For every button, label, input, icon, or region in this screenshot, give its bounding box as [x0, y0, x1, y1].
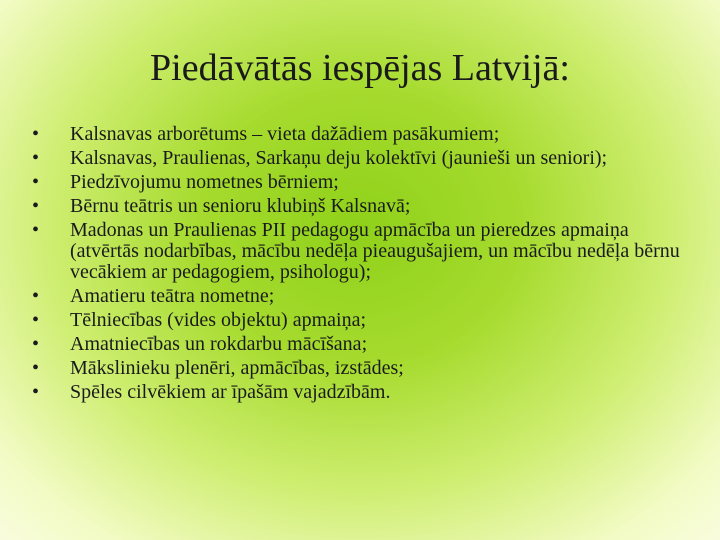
bullet-icon: •: [32, 123, 40, 145]
list-item-text: Amatniecības un rokdarbu mācīšana;: [70, 333, 368, 355]
bullet-icon: •: [32, 357, 40, 379]
list-item-text: Madonas un Praulienas PII pedagogu apmācība un pieredzes apmaiņa (atvērtās nodarbības, mācību nedēļa pieaugušajiem, un mācību nedēļa bērnu vecākiem ar pedagogiem, psihologu);: [70, 219, 680, 283]
bullet-icon: •: [32, 333, 40, 355]
bullet-icon: •: [32, 285, 40, 307]
list-item: [32, 334, 692, 355]
list-item: [32, 172, 692, 193]
list-item-text: Kalsnavas arborētums – vieta dažādiem pasākumiem;: [70, 123, 500, 145]
bullet-icon: •: [32, 381, 40, 403]
list-item-text: Tēlniecības (vides objektu) apmaiņa;: [70, 309, 367, 331]
bullet-icon: •: [32, 147, 40, 169]
list-item-text: Piedzīvojumu nometnes bērniem;: [70, 171, 339, 193]
list-item-text: Bērnu teātris un senioru klubiņš Kalsnavā;: [70, 195, 411, 217]
bullet-list: [32, 124, 692, 406]
list-item: [32, 196, 692, 217]
list-item: [32, 286, 692, 307]
list-item-text: Amatieru teātra nometne;: [70, 285, 275, 307]
list-item: [32, 358, 692, 379]
list-item: [32, 382, 692, 403]
list-item-text: Mākslinieku plenēri, apmācības, izstādes;: [70, 357, 404, 379]
slide-title: Piedāvātās iespējas Latvijā:: [150, 47, 570, 89]
list-item-text: Kalsnavas, Praulienas, Sarkaņu deju kolektīvi (jaunieši un seniori);: [70, 147, 608, 169]
list-item: [32, 220, 692, 283]
bullet-icon: •: [32, 171, 40, 193]
bullet-icon: •: [32, 309, 40, 331]
list-item: [32, 124, 692, 145]
list-item: [32, 310, 692, 331]
list-item: [32, 148, 692, 169]
bullet-icon: •: [32, 219, 40, 241]
bullet-icon: •: [32, 195, 40, 217]
list-item-text: Spēles cilvēkiem ar īpašām vajadzībām.: [70, 381, 391, 403]
